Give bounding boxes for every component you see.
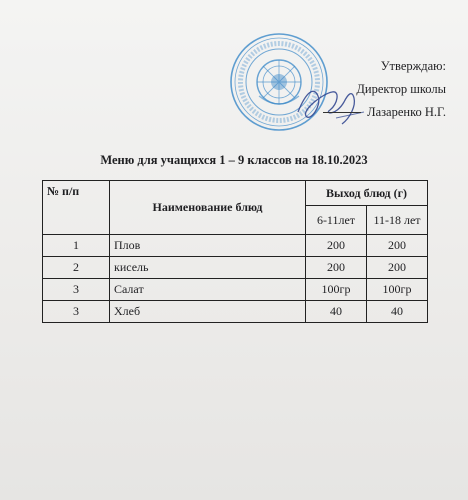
- header-number: № п/п: [43, 181, 110, 235]
- row-value-11-18: 40: [367, 301, 428, 323]
- row-number: 2: [43, 257, 110, 279]
- table-row: [43, 279, 428, 301]
- approval-title: Утверждаю:: [380, 59, 446, 73]
- row-value-11-18: 200: [367, 235, 428, 257]
- table-header-row: [43, 181, 428, 206]
- header-age-11-18: 11-18 лет: [367, 206, 428, 235]
- table-row: [43, 301, 428, 323]
- approval-block: [323, 55, 446, 124]
- row-value-6-11: 40: [306, 301, 367, 323]
- menu-table: [42, 180, 428, 323]
- row-dish: Плов: [110, 235, 306, 257]
- row-value-6-11: 200: [306, 257, 367, 279]
- header-age-6-11: 6-11лет: [306, 206, 367, 235]
- row-dish: Хлеб: [110, 301, 306, 323]
- row-number: 3: [43, 279, 110, 301]
- row-value-6-11: 200: [306, 235, 367, 257]
- document-title: Меню для учащихся 1 – 9 классов на 18.10.2023: [100, 153, 368, 167]
- row-number: 1: [43, 235, 110, 257]
- approval-position: Директор школы: [356, 82, 446, 96]
- header-output: Выход блюд (г): [306, 181, 428, 206]
- table-row: [43, 235, 428, 257]
- approval-signature-line: [323, 101, 446, 124]
- row-value-11-18: 100гр: [367, 279, 428, 301]
- signature-line: [323, 112, 361, 113]
- row-dish: Салат: [110, 279, 306, 301]
- table-row: [43, 257, 428, 279]
- header-dish-name: Наименование блюд: [110, 181, 306, 235]
- row-value-6-11: 100гр: [306, 279, 367, 301]
- row-dish: кисель: [110, 257, 306, 279]
- row-value-11-18: 200: [367, 257, 428, 279]
- row-number: 3: [43, 301, 110, 323]
- approval-name: Лазаренко Н.Г.: [367, 105, 446, 119]
